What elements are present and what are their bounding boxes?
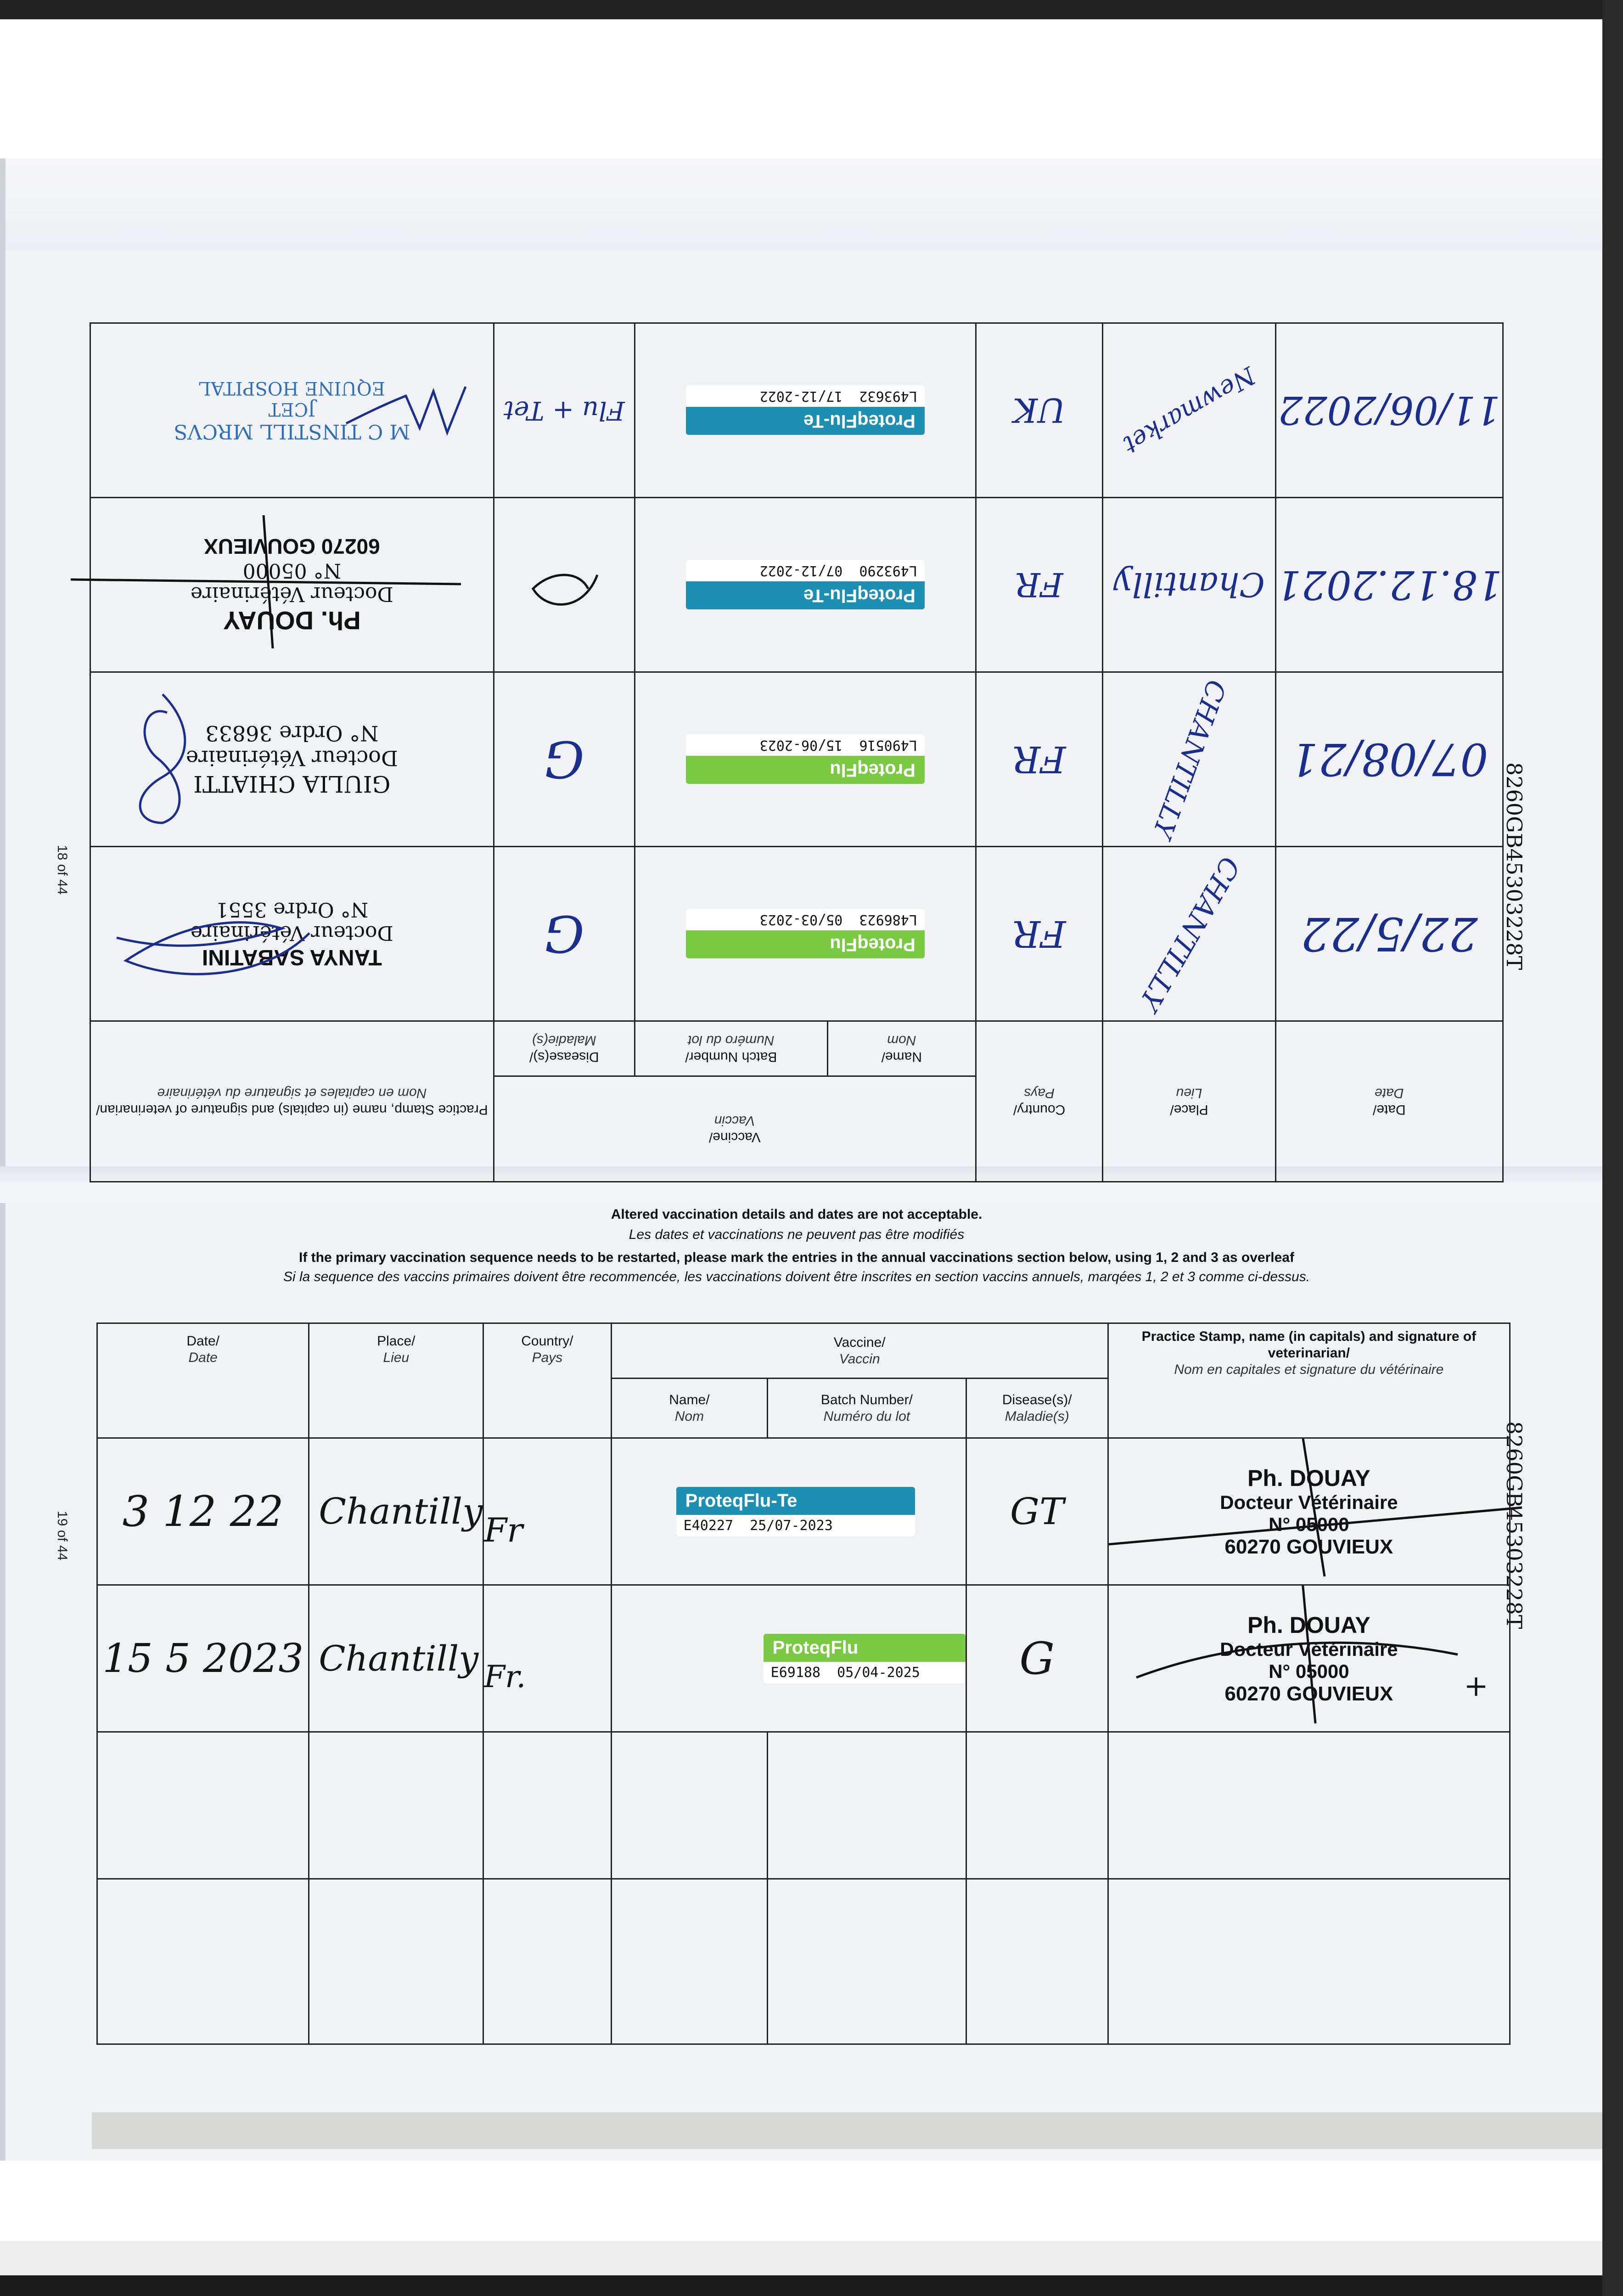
lower-row-2-vaccine-label [764, 1634, 966, 1683]
upper-row-1-signature [107, 906, 319, 988]
upper-row-4-disease: Flu + Tet [503, 395, 625, 425]
notice-altered-en: Altered vaccination details and dates are not acceptable. [611, 1207, 983, 1222]
upper-side-reference: 8260GB45303228T [1502, 762, 1527, 970]
lower-row-2-expiry: 05/04-2025 [837, 1664, 920, 1681]
upper-row-2-signature [117, 685, 208, 832]
upper-header-vaccine: Vaccine/ Vaccin [494, 1076, 976, 1182]
lower-row-1-stamp-title: Docteur Vétérinaire [1220, 1491, 1398, 1513]
page-bottom-edge [92, 2112, 1602, 2149]
upper-row-4 [90, 323, 1503, 498]
upper-row-4-vaccine-label [686, 386, 925, 435]
upper-row-2-country: FR [1012, 738, 1066, 781]
scan-border-right [1602, 0, 1623, 2296]
lower-row-1-expiry: 25/07-2023 [750, 1517, 833, 1534]
upper-row-4-country: UK [1013, 391, 1066, 430]
lower-row-2-stamp-name: Ph. DOUAY [1247, 1612, 1370, 1638]
upper-row-4-batch: L493632 [859, 388, 917, 405]
upper-row-3-signature [71, 515, 466, 653]
upper-row-1-batch: L486923 [859, 912, 917, 928]
page-left-edge [0, 158, 6, 2161]
upper-row-4-stamp-name: M C TINSTILL MRCVS [174, 420, 410, 443]
upper-row-2-expiry: 15/06-2023 [759, 737, 843, 754]
upper-row-4-label-name: ProteqFlu-Te [803, 411, 915, 432]
upper-row-2-stamp-order: N° Ordre 36833 [205, 721, 379, 746]
upper-header-date: Date/ Date [1275, 1021, 1503, 1182]
lower-row-4 [97, 1879, 1510, 2044]
upper-row-3-signature-initials [519, 561, 602, 616]
upper-row-2 [90, 672, 1503, 847]
lower-header-place: Place/ Lieu [309, 1323, 483, 1438]
upper-row-4-expiry: 17/12-2022 [759, 388, 843, 405]
lower-row-2-batch: E69188 [770, 1664, 821, 1681]
upper-row-1-stamp-title: Docteur Vétérinaire [190, 921, 393, 945]
upper-row-3-stamp-order: N° 05000 [242, 559, 342, 582]
lower-grid [96, 1322, 1511, 2045]
lower-row-1-batch: E40227 [683, 1517, 734, 1534]
page-top-edge [0, 158, 1602, 250]
upper-row-2-stamp-name: GIULIA CHIATTI [193, 771, 391, 798]
lower-row-1 [97, 1438, 1510, 1585]
notice-restart-en: If the primary vaccination sequence needs to be restarted, please mark the entries in the annual vaccinations section below, using 1, 2 and 3 as overleaf [299, 1250, 1294, 1265]
lower-row-2-place: Chantilly [319, 1638, 479, 1679]
lower-row-1-stamp-order: N° 05000 [1269, 1513, 1349, 1535]
notice-altered-fr: Les dates et vaccinations ne peuvent pas être modifiés [629, 1227, 965, 1242]
lower-row-1-stamp-town: 60270 GOUVIEUX [1224, 1535, 1393, 1558]
lower-header-vaccine: Vaccine/ Vaccin [611, 1323, 1108, 1379]
lower-row-1-vaccine-label [676, 1487, 915, 1536]
lower-header-name: Name/ Nom [611, 1379, 767, 1438]
lower-header-stamp: Practice Stamp, name (in capitals) and signature of veterinarian/ Nom en capitales et signature du vétérinaire [1108, 1323, 1510, 1438]
lower-row-2-date: 15 5 2023 [102, 1635, 304, 1682]
lower-row-2 [97, 1585, 1510, 1732]
lower-row-2-signature [1109, 1586, 1536, 1733]
lower-row-1-label-name: ProteqFlu-Te [685, 1490, 797, 1511]
upper-row-1-date: 22/5/22 [1301, 907, 1478, 961]
lower-row-2-stamp-town: 60270 GOUVIEUX [1224, 1682, 1393, 1705]
upper-row-1-stamp-name: TANYA SABATINI [202, 945, 382, 969]
upper-row-4-signature [337, 377, 475, 442]
upper-row-1 [90, 847, 1503, 1021]
upper-row-3-country: FR [1015, 565, 1063, 604]
upper-row-3-date: 18.12.2021 [1276, 562, 1502, 608]
upper-vaccination-table [90, 360, 1504, 1182]
upper-row-3 [90, 498, 1503, 672]
upper-row-2-label-name: ProteqFlu [830, 760, 915, 781]
upper-row-2-place: CHANTILLY [1146, 676, 1232, 843]
upper-grid [90, 322, 1504, 1182]
lower-header-date: Date/ Date [97, 1323, 309, 1438]
upper-header-name: Name/ Nom [827, 1021, 976, 1076]
scan-border-bottom-dark [0, 2275, 1623, 2296]
upper-row-3-expiry: 07/12-2022 [759, 563, 843, 579]
lower-header-disease: Disease(s)/ Maladie(s) [966, 1379, 1108, 1438]
upper-row-3-stamp-name: Ph. DOUAY [223, 606, 361, 635]
lower-row-1-disease: GT [1010, 1490, 1064, 1533]
upper-row-4-stamp-order: EQUINE HOSPITAL [198, 377, 385, 399]
upper-row-2-batch: L490516 [859, 737, 917, 754]
upper-row-1-label-name: ProteqFlu [830, 934, 915, 955]
lower-row-1-place: Chantilly [319, 1491, 483, 1532]
lower-page-number: 19 of 44 [55, 1511, 70, 1561]
upper-row-4-place: Newmarket [1118, 360, 1260, 460]
upper-row-3-stamp-title: Docteur Vétérinaire [190, 582, 393, 606]
scan-border-top [0, 0, 1623, 19]
lower-row-3 [97, 1732, 1510, 1879]
upper-row-1-place: CHANTILLY [1132, 851, 1246, 1016]
lower-row-2-stamp-order: N° 05000 [1269, 1660, 1349, 1682]
lower-side-reference: 8260GB45303228T [1502, 1421, 1527, 1629]
upper-page-number: 18 of 44 [55, 845, 70, 895]
upper-row-1-country: FR [1012, 912, 1066, 955]
upper-row-3-vaccine-label [686, 560, 925, 610]
upper-row-2-date: 07/08/21 [1290, 733, 1488, 785]
upper-row-2-disease: G [544, 730, 584, 789]
upper-row-1-expiry: 05/03-2023 [759, 912, 843, 928]
lower-row-2-label-name: ProteqFlu [772, 1637, 859, 1658]
lower-row-1-date: 3 12 22 [122, 1487, 284, 1536]
upper-header-disease: Disease(s)/ Maladie(s) [494, 1021, 635, 1076]
lower-row-1-country: Fr [484, 1510, 523, 1549]
upper-row-1-stamp-order: N° Ordre 3551 [215, 898, 369, 921]
upper-row-2-stamp-title: Docteur Vétérinaire [185, 746, 398, 771]
upper-row-3-batch: L493290 [859, 563, 917, 579]
upper-row-4-stamp-title: JCET [268, 399, 316, 420]
upper-row-3-place: Chantilly [1113, 565, 1265, 604]
upper-header-stamp: Practice Stamp, name (in capitals) and signature of veterinarian/ Nom en capitales et signature du vétérinaire [90, 1021, 494, 1182]
upper-row-3-stamp-town: 60270 GOUVIEUX [204, 535, 380, 558]
lower-row-2-country: Fr. [484, 1659, 526, 1694]
lower-header-batch: Batch Number/ Numéro du lot [768, 1379, 966, 1438]
upper-row-2-vaccine-label [686, 735, 925, 784]
upper-header-country: Country/ Pays [976, 1021, 1103, 1182]
upper-header-batch: Batch Number/ Numéro du lot [635, 1021, 827, 1076]
lower-row-2-stamp-title: Docteur Vétérinaire [1220, 1638, 1398, 1660]
upper-row-3-label-name: ProteqFlu-Te [803, 585, 915, 606]
upper-row-1-vaccine-label [686, 909, 925, 959]
lower-header-country: Country/ Pays [483, 1323, 611, 1438]
notice-restart-fr: Si la sequence des vaccins primaires doivent être recommencée, les vaccinations doivent être inscrites en section vaccins annuels, marqées 1, 2 et 3 comme ci-dessus. [283, 1269, 1310, 1284]
lower-row-2-disease: G [1019, 1632, 1055, 1684]
lower-row-1-stamp-name: Ph. DOUAY [1247, 1465, 1370, 1491]
upper-row-4-date: 11/06/2022 [1278, 388, 1500, 433]
lower-vaccination-table [96, 1322, 1511, 2043]
upper-header-place: Place/ Lieu [1103, 1021, 1275, 1182]
upper-row-1-disease: G [544, 904, 584, 963]
lower-row-1-signature [1109, 1439, 1536, 1586]
